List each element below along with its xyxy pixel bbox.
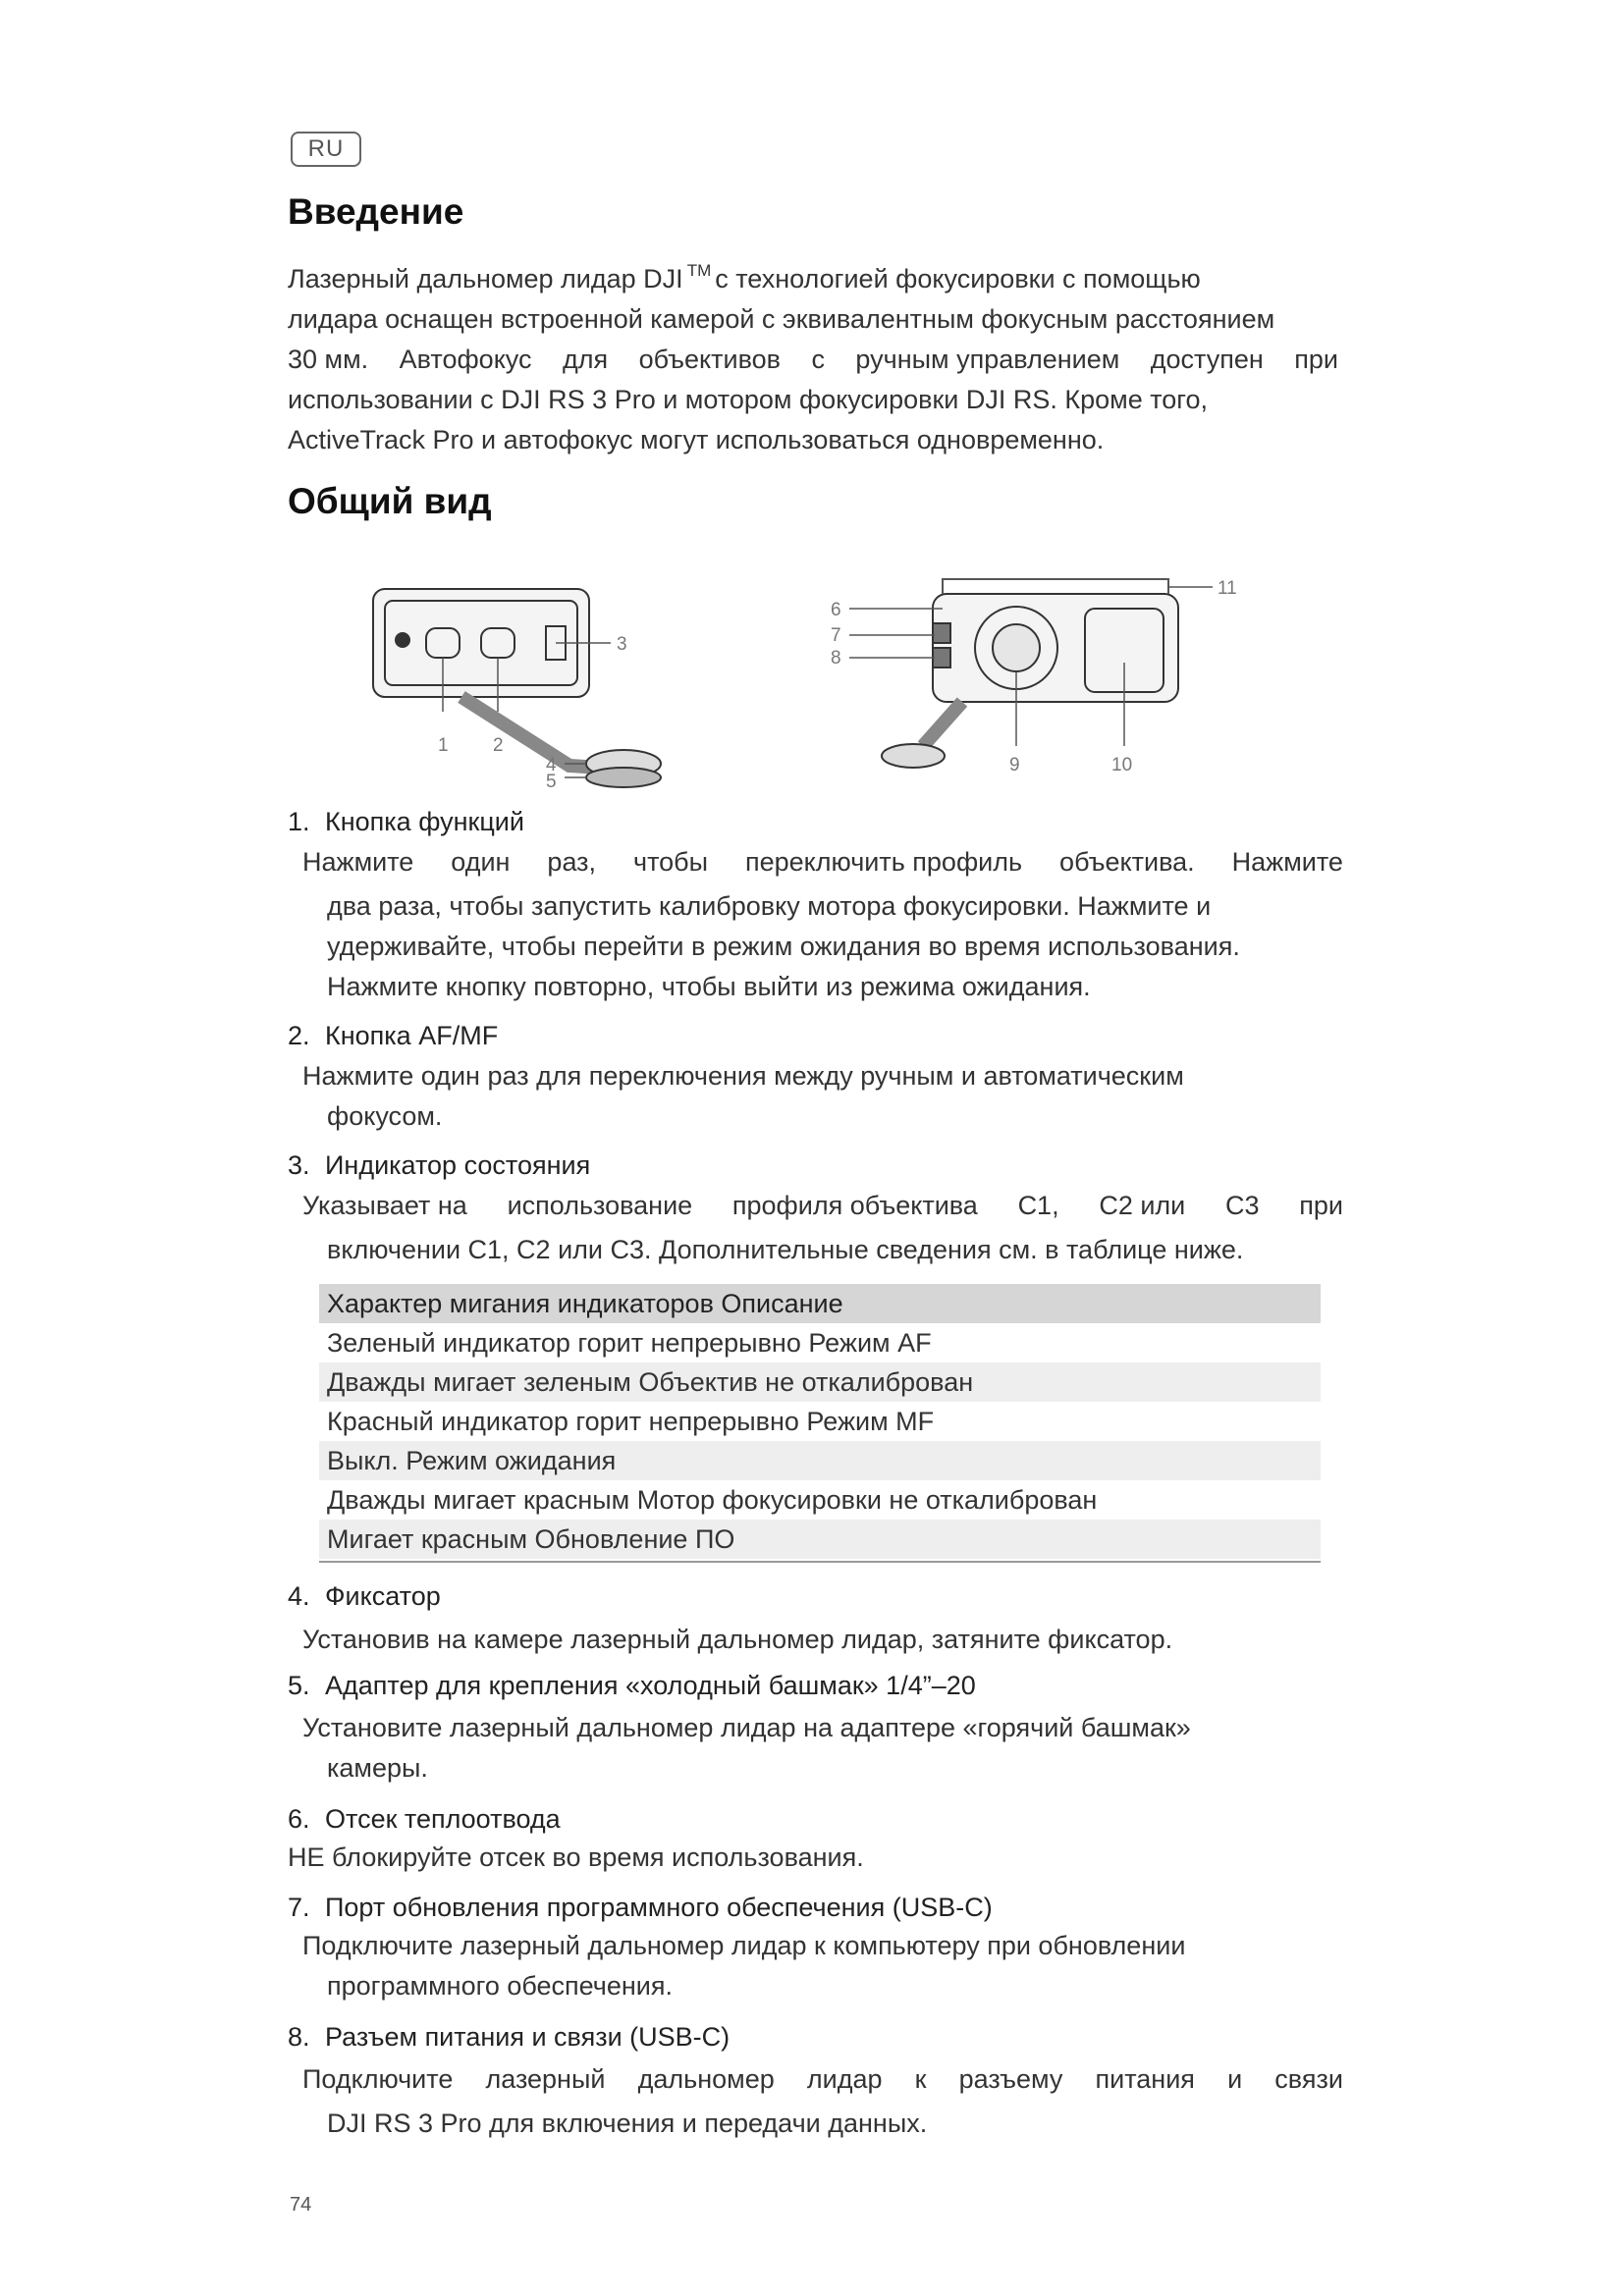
item-number: 7.: [288, 1893, 310, 1922]
item-6-line-1: НЕ блокируйте отсек во время использования.: [288, 1842, 864, 1872]
item-5-line-1: Установите лазерный дальномер лидар на адаптере «горячий башмак»: [302, 1713, 1191, 1742]
table-bottom-rule: [319, 1561, 1321, 1563]
table-row: Зеленый индикатор горит непрерывно Режим AF: [327, 1328, 932, 1358]
word: использование: [507, 1191, 693, 1220]
table-row: Выкл. Режим ожидания: [319, 1441, 1321, 1480]
item-title-text: Кнопка функций: [325, 807, 524, 836]
language-badge: RU: [291, 132, 361, 167]
item-7-line-1: Подключите лазерный дальномер лидар к компьютеру при обновлении: [302, 1931, 1186, 1960]
front-knob: [882, 744, 945, 768]
word: C1,: [1017, 1191, 1059, 1220]
item-7-line-2: программного обеспечения.: [327, 1971, 673, 2001]
word: к: [914, 2064, 927, 2094]
item-number: 6.: [288, 1804, 310, 1834]
table-row: Дважды мигает зеленым Объектив не откалиброван: [319, 1362, 1321, 1402]
item-3-line-2: включении C1, C2 или C3. Дополнительные сведения см. в таблице ниже.: [327, 1235, 1244, 1264]
item-title-text: Адаптер для крепления «холодный башмак» 1/4”–20: [325, 1671, 976, 1700]
item-1-line-1: [302, 842, 1343, 882]
word: Нажмите: [302, 847, 414, 877]
item-3-body: [302, 1186, 1343, 1270]
item-3-line-1: [302, 1186, 1343, 1226]
item-title-text: Порт обновления программного обеспечения (USB-C): [325, 1893, 993, 1922]
word: объектива.: [1059, 847, 1195, 877]
word: дальномер: [637, 2064, 775, 2094]
table-row: Мигает красным Обновление ПО: [319, 1520, 1321, 1559]
table-row: Красный индикатор горит непрерывно Режим MF: [327, 1407, 935, 1436]
mount-screw-icon: [396, 633, 409, 647]
word: чтобы: [633, 847, 709, 877]
callout-10: 10: [1111, 755, 1133, 775]
item-number: 4.: [288, 1581, 310, 1611]
word: ручным управлением: [855, 345, 1120, 374]
item-title-text: Кнопка AF/MF: [325, 1021, 499, 1050]
camera-lens-inner: [993, 624, 1040, 671]
callout-3: 3: [617, 634, 627, 655]
word: профиля объектива: [731, 1191, 978, 1220]
callout-4: 4: [546, 755, 557, 775]
word: Указывает на: [302, 1191, 467, 1220]
item-7-body: [302, 1926, 1343, 2006]
trademark-mark: TM: [686, 261, 712, 280]
item-2-title: [288, 1021, 498, 1051]
device-front-view: [882, 579, 1178, 768]
item-6-title: [288, 1804, 561, 1835]
item-2-body: [302, 1056, 1343, 1137]
word: разъему: [958, 2064, 1063, 2094]
intro-paragraph: [288, 250, 1338, 460]
word: и: [1227, 2064, 1243, 2094]
item-8-body: [302, 2059, 1343, 2144]
device-illustration: [353, 569, 1257, 795]
cold-shoe-adapter: [586, 768, 661, 787]
front-bracket-arm: [923, 702, 962, 746]
page-number: 74: [290, 2194, 312, 2216]
item-5-line-2: камеры.: [327, 1753, 428, 1783]
item-2-line-1: Нажмите один раз для переключения между ручным и автоматическим: [302, 1061, 1184, 1091]
word: C3: [1225, 1191, 1260, 1220]
callout-7: 7: [831, 625, 841, 646]
item-title-text: Индикатор состояния: [325, 1150, 591, 1180]
item-1-line-3: удерживайте, чтобы перейти в режим ожидания во время использования.: [327, 932, 1240, 961]
word: с: [811, 345, 825, 374]
word: 30 мм.: [288, 345, 369, 374]
item-1-line-2: два раза, чтобы запустить калибровку мотора фокусировки. Нажмите и: [327, 891, 1212, 921]
item-5-title: [288, 1671, 976, 1701]
item-2-line-2: фокусом.: [327, 1101, 443, 1131]
item-number: 8.: [288, 2022, 310, 2052]
intro-line-5: ActiveTrack Pro и автофокус могут использоваться одновременно.: [288, 425, 1105, 454]
word: объективов: [638, 345, 782, 374]
word: при: [1294, 345, 1338, 374]
device-body-front: [933, 594, 1178, 702]
word: питания: [1095, 2064, 1195, 2094]
callout-2: 2: [493, 735, 504, 756]
item-4-title: [288, 1581, 441, 1612]
word: Нажмите: [1231, 847, 1343, 877]
device-diagram-svg: [353, 569, 1257, 795]
intro-line-4: использовании с DJI RS 3 Pro и мотором фокусировки DJI RS. Кроме того,: [288, 385, 1209, 414]
item-7-title: [288, 1893, 993, 1923]
item-8-title: [288, 2022, 730, 2053]
item-3-title: [288, 1150, 590, 1181]
table-header: Характер мигания индикаторов Описание: [319, 1284, 1321, 1323]
word: при: [1299, 1191, 1343, 1220]
word: переключить профиль: [745, 847, 1023, 877]
item-1-body: [302, 842, 1343, 1007]
callout-8: 8: [831, 648, 841, 668]
item-title-text: Фиксатор: [325, 1581, 441, 1611]
item-number: 2.: [288, 1021, 310, 1050]
item-number: 5.: [288, 1671, 310, 1700]
usb-port-shape: [933, 623, 950, 643]
item-1-line-4: Нажмите кнопку повторно, чтобы выйти из режима ожидания.: [327, 972, 1091, 1001]
callout-6: 6: [831, 600, 841, 620]
item-8-line-1: [302, 2059, 1343, 2100]
word: лидар: [806, 2064, 883, 2094]
callout-11: 11: [1218, 578, 1237, 599]
word: раз,: [547, 847, 597, 877]
item-number: 1.: [288, 807, 310, 836]
item-8-line-2: DJI RS 3 Pro для включения и передачи данных.: [327, 2109, 928, 2138]
heading-introduction: Введение: [288, 191, 464, 232]
intro-line-2: лидара оснащен встроенной камерой с эквивалентным фокусным расстоянием: [288, 304, 1275, 334]
table-row: Дважды мигает красным Мотор фокусировки не откалиброван: [327, 1485, 1098, 1515]
item-title-text: Отсек теплоотвода: [325, 1804, 561, 1834]
item-number: 3.: [288, 1150, 310, 1180]
word: связи: [1274, 2064, 1343, 2094]
heading-overview: Общий вид: [288, 481, 492, 521]
item-1-title: [288, 807, 524, 837]
item-title-text: Разъем питания и связи (USB-C): [325, 2022, 731, 2052]
heat-sink-fins: [943, 579, 1168, 594]
item-6-body: [288, 1838, 1328, 1878]
intro-text: с технологией фокусировки с помощью: [715, 264, 1201, 294]
word: Подключите: [302, 2064, 454, 2094]
item-4-body: [302, 1620, 1343, 1660]
callout-9: 9: [1009, 755, 1020, 775]
item-5-body: [302, 1708, 1343, 1789]
word: C2 или: [1099, 1191, 1186, 1220]
intro-line-3: [288, 340, 1338, 380]
indicator-table: [319, 1284, 1321, 1563]
device-side-view: [373, 589, 661, 787]
word: для: [562, 345, 609, 374]
word: доступен: [1150, 345, 1264, 374]
item-4-line-1: Установив на камере лазерный дальномер лидар, затяните фиксатор.: [302, 1625, 1173, 1654]
callout-5: 5: [546, 772, 557, 792]
callout-1: 1: [438, 735, 449, 756]
intro-text: Лазерный дальномер лидар DJI: [288, 264, 683, 294]
word: лазерный: [485, 2064, 606, 2094]
intro-line-1: [288, 250, 1338, 299]
usb-port-shape: [933, 648, 950, 667]
word: Автофокус: [399, 345, 532, 374]
word: один: [451, 847, 511, 877]
